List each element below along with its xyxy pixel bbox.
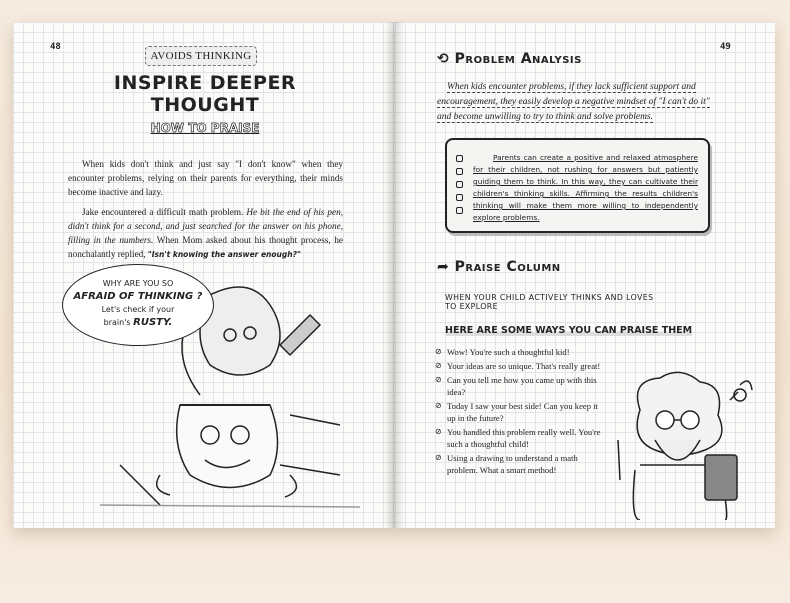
praise-subheading: [445, 320, 692, 338]
title-line-1: INSPIRE DEEPER: [113, 72, 297, 94]
book-spine: [385, 22, 405, 528]
praise-heading-text: Praise Column: [454, 259, 561, 275]
list-item: [435, 360, 605, 372]
praise-list: [435, 346, 605, 478]
praise-intro: WHEN YOUR CHILD ACTIVELY THINKS AND LOVES TO EXPLORE: [445, 293, 654, 311]
checkbox-icon: [456, 168, 463, 175]
story-italic: He bit the end of his pen, didn't think for a second, and just searched for the answer on his phone, filling in the numbers.: [68, 207, 343, 245]
signpost-icon: ➦: [437, 259, 455, 275]
checklist-box: [445, 138, 710, 233]
list-item: [435, 452, 605, 476]
check-circle-icon: ⊘: [435, 427, 442, 436]
checkbox-icon: [456, 194, 463, 201]
story-quote: "Isn't knowing the answer enough?": [147, 250, 301, 259]
checkbox-icon: [456, 207, 463, 214]
bubble-line-2: AFRAID OF THINKING ?: [73, 291, 203, 302]
check-circle-icon: ⊘: [435, 453, 442, 462]
list-item: [435, 426, 605, 450]
praise-item-text: Your ideas are so unique. That's really great!: [447, 361, 601, 371]
left-body-text: [68, 157, 343, 268]
bubble-rusty: RUSTY.: [133, 317, 173, 328]
page-title: [110, 72, 300, 116]
praise-item-text: You handled this problem really well. You're such a thoughtful child!: [447, 427, 601, 449]
bubble-line-4: brain's: [103, 318, 134, 327]
story-text: Jake encountered a difficult math problem.: [82, 207, 247, 217]
praise-item-text: Today I saw your best side! Can you keep it up in the future?: [447, 401, 598, 423]
topic-tag: AVOIDS THINKING: [145, 46, 257, 66]
how-to-praise-subtitle: HOW TO PRAISE: [150, 121, 260, 135]
checklist-text: Parents can create a positive and relaxed atmosphere for their children, not rushing for answers but patiently guiding them to think. In this way, they can cultivate their children's thinking skills. Affirming the results children's thinking will make them more willing to independently explore problems.: [473, 153, 698, 222]
praise-item-text: Using a drawing to understand a math problem. What a smart method!: [447, 453, 578, 475]
checkbox-icon: [456, 155, 463, 162]
praise-column-heading: [437, 259, 561, 275]
problem-analysis-heading: [437, 51, 582, 67]
speech-bubble: [62, 264, 214, 346]
story-text-2: When Mom asked about his thought process, he nonchalantly replied,: [68, 235, 344, 259]
bubble-line-1: WHY ARE YOU SO: [102, 279, 174, 288]
refresh-icon: ⟲: [437, 51, 455, 67]
list-item: [435, 400, 605, 424]
check-circle-icon: ⊘: [435, 375, 442, 384]
title-line-2: THOUGHT: [150, 94, 260, 116]
list-item: [435, 346, 605, 358]
praise-item-text: Can you tell me how you came up with this idea?: [447, 375, 597, 397]
page-number-right: 49: [720, 42, 731, 52]
checkbox-icon: [456, 181, 463, 188]
page-number-left: 48: [50, 42, 61, 52]
check-circle-icon: ⊘: [435, 401, 442, 410]
praise-item-text: Wow! You're such a thoughtful kid!: [447, 347, 570, 357]
praise-subheading-text: HERE ARE SOME WAYS YOU CAN PRAISE THEM: [445, 325, 693, 336]
story-paragraph: [68, 205, 343, 262]
intro-paragraph: When kids don't think and just say "I don't know" when they encounter problems, relying on their parents for everything, their minds become inactive and lazy.: [68, 159, 343, 197]
check-circle-icon: ⊘: [435, 347, 442, 356]
problem-heading-text: Problem Analysis: [454, 51, 582, 67]
list-item: [435, 374, 605, 398]
problem-text: When kids encounter problems, if they lack sufficient support and encouragement, they easily develop a negative mindset of "I can't do it" and become unwilling to try to think and solve problems.: [437, 82, 710, 122]
professor-illustration: [600, 370, 760, 520]
check-circle-icon: ⊘: [435, 361, 442, 370]
bubble-line-3: Let's check if your: [101, 305, 175, 314]
problem-analysis-text: [437, 80, 717, 125]
